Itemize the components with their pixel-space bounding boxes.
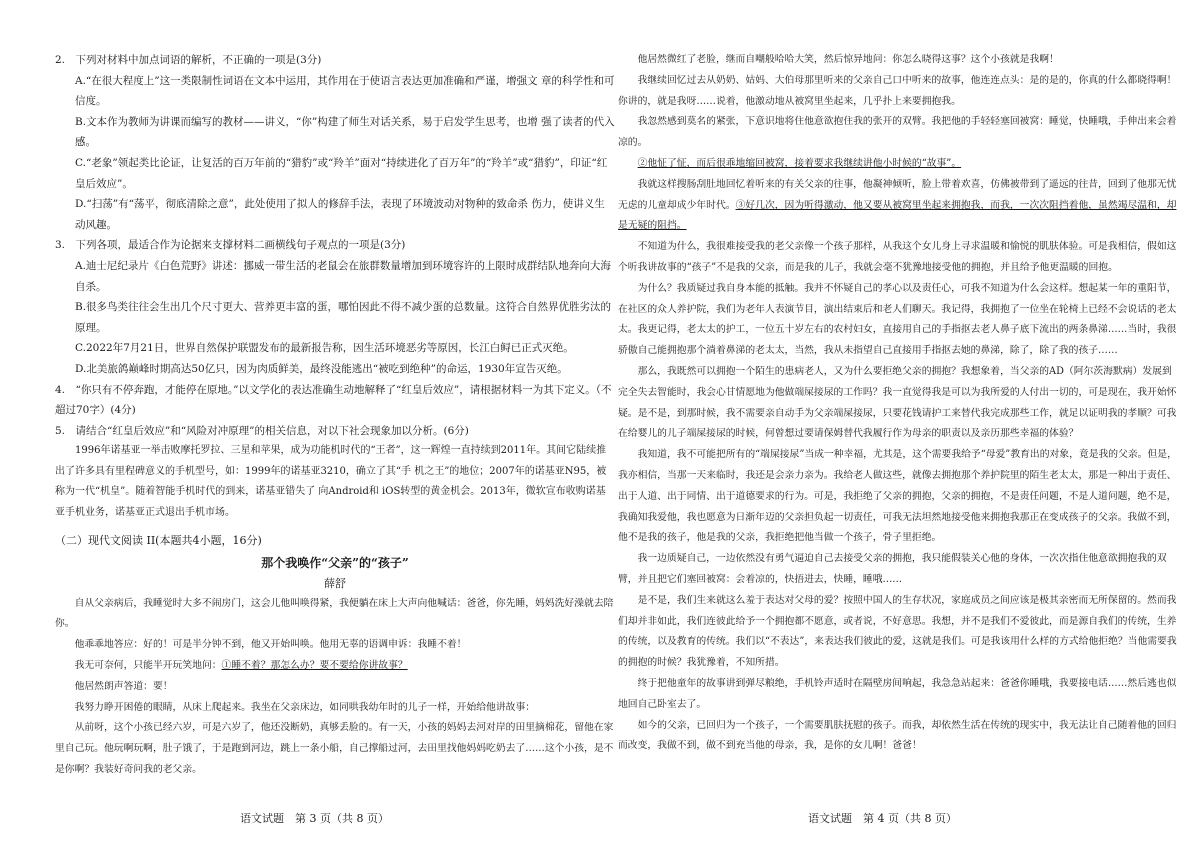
paragraph: 自从父亲病后，我睡觉时大多不闹房门，这会儿他叫唤得紧，我便躺在床上大声向他喊话：爸爸，你先睡，妈妈洗好澡就去陪你。 xyxy=(55,597,614,630)
right-page xyxy=(618,50,1178,757)
question-stem: 2. 下列对材料中加点词语的解析，不正确的一项是(3分) xyxy=(55,54,322,66)
paragraph-text: 我就这样搜肠刮肚地回忆着听来的有关父亲的往事，他凝神倾听，脸上带着欢喜，仿佛被带到了遥远的往昔，回到了他那无忧无虑的儿童却成少年时代。 xyxy=(618,178,1177,211)
paragraph: 他居然朗声答道：要！ xyxy=(74,680,173,692)
paragraph: 我知道，我不可能把所有的“端屎接尿”当成一种幸福，尤其是，这个需要我给予“母爱”教育出的对象，竟是我的父亲。但是，我亦相信，当那一天来临时，我还是会亲力亲为。我给老人做这些，就像去拥抱那个养护院里的陌生老太太，那是一种出于责任、出于人道、出于同情、出于道德要求的行为。可是，我拒绝了父亲的拥抱，父亲的拥抱，不是责任问题，不是人道问题，绝不是，我确知我爱他，我也愿意为日渐年迈的父亲担负起一切责任，可我无法坦然地接受他来拥抱我那正在变成孩子的父亲。我做不到，他不是我的孩子，他是我的父亲，我拒绝把他当做一个孩子，骨子里拒绝。 xyxy=(618,449,1177,544)
question-5: 5. 请结合“红皇后效应”和“风险对冲原理”的相关信息，对以下社会现象加以分析。(6分) xyxy=(55,424,469,437)
option-d: D.北美旅鸽巅峰时期高达50亿只，因为肉质鲜美，最终没能逃出“被吃到绝种”的命运，1930年宣告灭绝。 xyxy=(75,362,568,375)
paragraph: 那么，我既然可以拥抱一个陌生的患病老人，又为什么要拒绝父亲的拥抱？我想象着，当父亲的AD（阿尔茨海默病）发展到完全失去智能时，我会心甘情愿地为他做端屎接尿的工作吗？我一直觉得我是可以为我所爱的人付出一切的，可是现在，我开始怀疑。是不是，到那时候，我不需要亲自动手为父亲端屎接尿，只要花钱请护工来替代我完成那些工作，就足以证明我的孝顺？可我在给婴儿的儿子端屎接尿的时候，何曾想过要请保姆替代我履行作为母亲的职责以及亲历那些幸福的体验？ xyxy=(618,365,1177,440)
paragraph: 从前呀，这个小孩已经六岁，可是六岁了，他还没断奶，真够丢脸的。有一天，小孩的妈妈去河对岸的田里摘棉花，留他在家里自己玩。他玩啊玩啊，肚子饿了，于是跑到河边，跳上一条小船，自己撑船过河，去田里找他妈妈吃奶去了……这个小孩，是不是你啊？我装好奇问我的老父亲。 xyxy=(55,722,614,776)
paragraph: 我继续回忆过去从奶奶、姑妈、大伯母那里听来的父亲自己口中听来的故事，他连连点头：是的是的，你真的什么都晓得啊！你讲的，就是我呀……说着，他激动地从被窝里坐起来，几乎扑上来要拥抱我。 xyxy=(618,74,1177,107)
option-c: C.2022年7月21日，世界自然保护联盟发布的最新报告称，因生活环境恶劣等原因，长江白鲟已正式灭绝。 xyxy=(75,342,574,355)
paragraph: 他乖乖地答应：好的！可是半分钟不到，他又开始叫唤。他用无辜的语调申诉：我睡不着！ xyxy=(74,639,467,651)
paragraph: 如今的父亲，已回归为一个孩子，一个需要肌肤抚慰的孩子。而我，却依然生活在传统的现实中，我无法让自己随着他的回归而改变，我做不到，做不到充当他的母亲，我，是你的女儿啊！爸爸！ xyxy=(618,719,1177,752)
paragraph: 不知道为什么，我很难接受我的老父亲像一个孩子那样，从我这个女儿身上寻求温暖和愉悦的肌肤体验。可是我相信，假如这个听我讲故事的“孩子”不是我的父亲，而是我的儿子，我就会毫不犹豫地接受他的拥抱，并且给予他更温暖的回抱。 xyxy=(618,241,1177,273)
question-2 xyxy=(55,50,615,235)
paragraph xyxy=(618,175,1178,237)
paragraph xyxy=(55,656,615,677)
paragraph: 为什么？我质疑过我自身本能的抵触。我并不怀疑自己的孝心以及责任心，可我不知道为什么会这样。想起某一年的重阳节，在社区的众人养护院，我们为老年人表演节目，演出结束后和老人们聊天。我记得，我拥抱了一位坐在轮椅上已经不会说话的老太太。我更记得，老太太的护工，一位五十岁左右的农村妇女，直接用自己的手指抠去老人鼻子底下流出的两条鼻涕……当时，我很骄傲自己能拥抱那个淌着鼻涕的老太太，当然，我从未指望自己直接用手指抠去她的鼻涕，除了，除了我的孩子…… xyxy=(618,282,1177,357)
case-text: 1996年诺基亚一举击败摩托罗拉、三星和苹果，成为功能机时代的“王者”，这一辉煌一直持续到2011年。其间它陆续推出了许多具有里程碑意义的手机型号，如：1999年的诺基亚3210，确立了其“手 机之王”的地位；2007年的诺基亚N95，被称为一代“机皇”。随着智能手机时代的到来，诺基亚错失了 向Android和 iOS转型的黄金机会。2013年，微软宣布收购诺基亚手机业务，诺基亚正式退出手机市场。 xyxy=(55,445,607,519)
underlined-sentence-3: ③好几次，因为听得激动，他又要从被窝里坐起来拥抱我，而我，一次次阻挡着他，虽然竭尽温和，却是无疑的阻挡。 xyxy=(618,199,1177,232)
question-4: 4. “你只有不停奔跑，才能停在原地。”以文学化的表达准确生动地解释了“红皇后效应”，请根据材料一为其下定义。（不超过70字）(4分) xyxy=(55,383,612,417)
option-c: C.“老象”领起类比论证，让复活的百万年前的“猎豹”或“羚羊”面对“持续进化了百万年”的“羚羊”或“猎豹”，印证“红皇后效应”。 xyxy=(75,156,608,190)
option-a: A.“在很大程度上”这一类限制性词语在文本中运用，其作用在于使语言表达更加准确和严谨，增强文 章的科学性和可信度。 xyxy=(75,74,615,108)
paragraph: 他居然微红了老脸，继而自嘲般哈哈大笑，然后惊异地问：你怎么晓得这事？这个小孩就是我啊！ xyxy=(637,54,1059,65)
paragraph: 终于把他童年的故事讲到弹尽粮绝，手机铃声适时在隔壁房间响起，我急急站起来：爸爸你睡哦，我要接电话……然后逃也似地回自己卧室去了。 xyxy=(618,677,1177,710)
option-d: D.“扫荡”有“荡平，彻底清除之意”，此处使用了拟人的修辞手法，表现了环境波动对物种的致命杀 伤力，使讲义生动风趣。 xyxy=(75,198,605,231)
paragraph: 我一边质疑自己，一边依然没有勇气逼迫自己去接受父亲的拥抱，我只能假装关心他的身体，一次次指住他意欲拥抱我的双臂，并且把它们塞回被窝：会着凉的，快捂进去，快睡，睡哦…… xyxy=(618,553,1167,585)
option-a: A.迪士尼纪录片《白色荒野》讲述：挪威一带生活的老鼠会在旅群数量增加到环境容许的上限时成群结队地奔向大海自杀。 xyxy=(75,259,611,293)
underlined-sentence-1: ①睡不着？那怎么办？要不要给你讲故事？ xyxy=(221,660,408,672)
page-footer-right: 语文试题 第 4 页（共 8 页） xyxy=(808,812,957,825)
underlined-sentence-2: ②他怔了怔，而后很乖地缩回被窝，接着要求我继续讲他小时候的“故事”。 xyxy=(637,157,962,169)
question-stem: 3. 下列各项，最适合作为论据来支撑材料二画横线句子观点的一项是(3分) xyxy=(55,239,406,252)
option-b: B.很多鸟类往往会生出几个尺寸更大、营养更丰富的蛋，哪怕因此不得不减少蛋的总数量。这符合自然界优胜劣汰的原理。 xyxy=(75,301,612,334)
page-footer-left: 语文试题 第 3 页（共 8 页） xyxy=(240,812,389,825)
article-title: 那个我唤作“父亲”的“孩子” xyxy=(261,555,409,570)
paragraph: 我努力睁开困倦的眼睛，从床上爬起来。我坐在父亲床边，如同哄我幼年时的儿子一样，开始给他讲故事： xyxy=(74,701,536,713)
paragraph: 我忽然感到莫名的紧张，下意识地将住他意欲抱住我的张开的双臂。我把他的手轻轻塞回被窝：睡觉，快睡哦，手伸出来会着凉的。 xyxy=(618,116,1177,149)
left-page xyxy=(55,50,615,781)
question-3 xyxy=(55,235,615,379)
article-author: 薛舒 xyxy=(324,576,346,590)
paragraph: 是不是，我们生来就这么羞于表达对父母的爱？按照中国人的生存状况，家庭成员之间应该是极其亲密而无所保留的。然而我们却并非如此，我们连彼此给予一个拥抱都不愿意，或者说，不好意思。我想，并不是我们不爱彼此，而是源自我们的传统，生养的传统，以及教育的传统。我们以“不表达”，来表达我们彼此的爱，这就是我们。可是我该用什么样的方式给他拒绝？当他需要我的拥抱的时候？我犹豫着，不知所措。 xyxy=(618,594,1177,669)
section-heading: （二）现代文阅读 II(本题共4小题，16分) xyxy=(55,533,262,547)
paragraph-text: 我无可奈何，只能半开玩笑地问： xyxy=(74,660,222,672)
option-b: B.文本作为教师为讲课而编写的教材——讲义，“你”构建了师生对话关系，易于启发学生思考，也增 强了读者的代入感。 xyxy=(75,115,615,149)
